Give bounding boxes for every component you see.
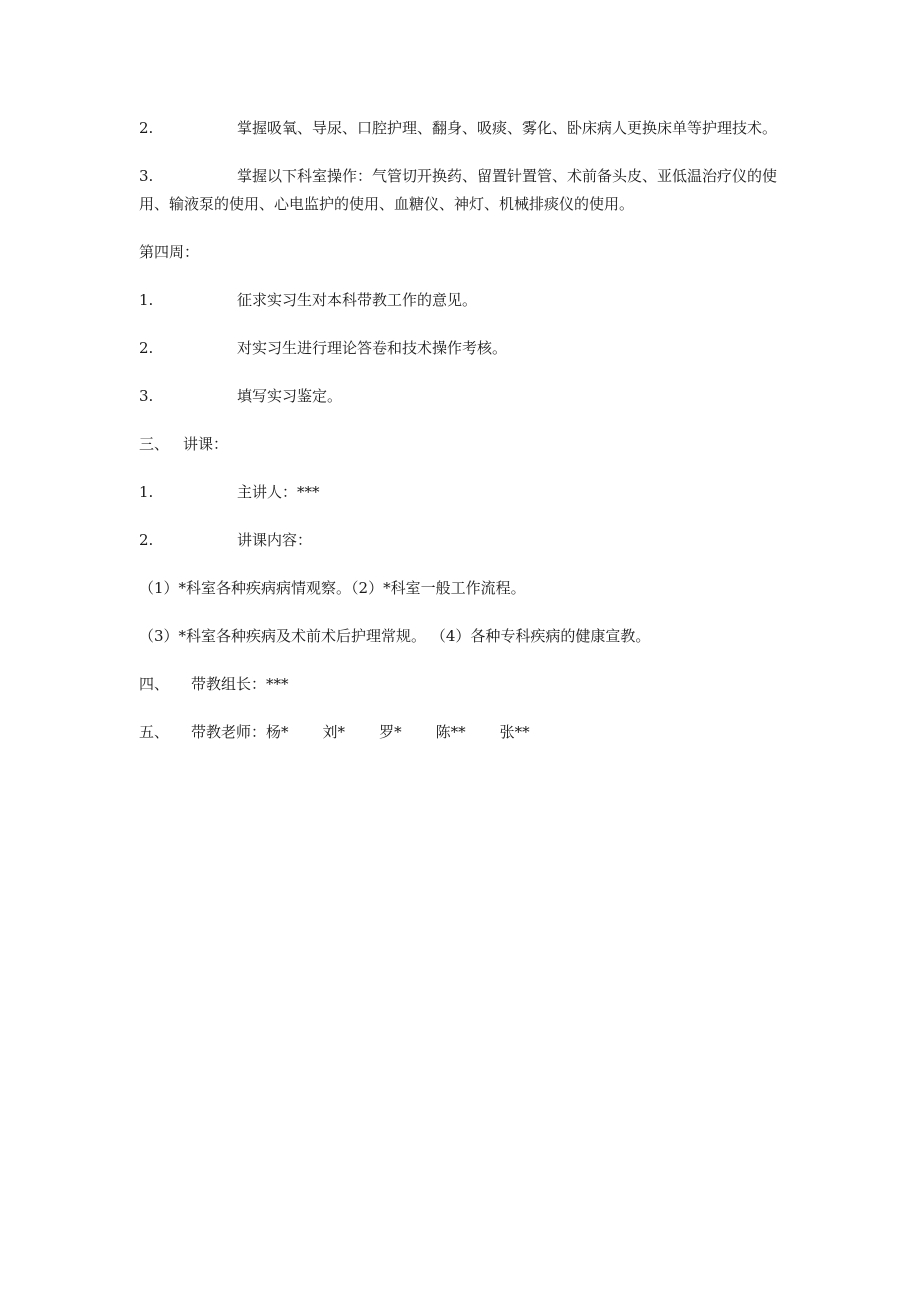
item-text: 征求实习生对本科带教工作的意见。 [237,291,478,309]
list-item-week3-2 [139,114,789,142]
section-5-heading [139,718,789,746]
teacher-name: 张** [499,723,530,741]
teacher-name: 陈** [435,723,466,741]
item-text: 主讲人：*** [237,483,320,501]
list-item-week3-3 [139,162,789,218]
lecture-content-line-1: （1）*科室各种疾病病情观察。（2）*科室一般工作流程。 [139,579,526,597]
item-number: 1. [139,291,154,309]
item-number: 2. [139,531,154,549]
list-item-week4-3 [139,382,789,410]
item-number: 1. [139,483,154,501]
list-item-week4-1 [139,286,789,314]
section-label: 带教老师： [191,723,267,741]
item-number: 3. [139,167,154,185]
item-text: 掌握以下科室操作：气管切开换药、留置针置管、术前备头皮、亚低温治疗仪的使用、输液泵的使用、心电监护的使用、血糖仪、神灯、机械排痰仪的使用。 [139,167,778,213]
item-number: 2. [139,119,154,137]
section-title: 讲课： [183,435,229,453]
item-text: 讲课内容： [237,531,313,549]
section-number: 三、 [139,435,170,453]
teacher-list [266,718,530,746]
item-text: 掌握吸氧、导尿、口腔护理、翻身、吸痰、雾化、卧床病人更换床单等护理技术。 [237,119,778,137]
teacher-name: 杨* [266,723,289,741]
item-text: 对实习生进行理论答卷和技术操作考核。 [237,339,508,357]
lecture-content-line-2: （3）*科室各种疾病及术前术后护理常规。 （4）各种专科疾病的健康宣教。 [139,627,651,645]
item-number: 3. [139,387,154,405]
section-3-heading [139,430,789,458]
list-item-week4-2 [139,334,789,362]
document-content [139,114,789,766]
week4-heading: 第四周： [139,243,200,261]
section-4-heading [139,670,789,698]
section-number: 四、 [139,675,170,693]
section-number: 五、 [139,723,170,741]
section-text: 带教组长：*** [191,675,289,693]
item-text: 填写实习鉴定。 [237,387,343,405]
teacher-name: 罗* [379,723,402,741]
list-item-lecture-content [139,526,789,554]
list-item-lecturer [139,478,789,506]
teacher-name: 刘* [322,723,346,741]
item-number: 2. [139,339,154,357]
